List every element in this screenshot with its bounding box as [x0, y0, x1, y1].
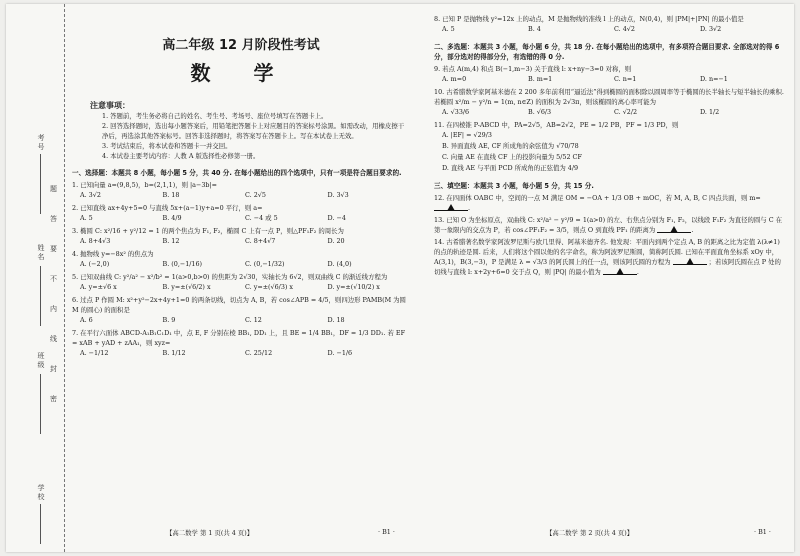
option-c: C. √2/2 — [614, 108, 638, 116]
options-row — [442, 24, 786, 35]
option-a: A. 6 — [80, 316, 93, 324]
option-c: C. (0,−1/32) — [245, 260, 285, 268]
option-a: A. m=0 — [442, 75, 467, 83]
question-3 — [72, 226, 410, 247]
option-a: A. 8+4√3 — [80, 237, 111, 245]
question-5 — [72, 272, 410, 293]
seal-char: 封 — [50, 365, 57, 373]
seal-char: 要 — [50, 245, 57, 253]
option-d: D. y=±(√10/2) x — [327, 283, 380, 291]
answer-blank[interactable] — [434, 203, 468, 211]
question-12: 12. 在四面体 OABC 中，空间的一点 M 满足 OM = −OA + 1/3 OB + mOC，若 M, A, B, C 四点共面，则 m= . — [434, 194, 761, 212]
question-4 — [72, 249, 410, 270]
seal-char: 线 — [50, 335, 57, 343]
option-b: B. 9 — [162, 316, 176, 324]
question-stem: 12. 在四面体 OABC 中，空间的一点 M 满足 OM = −OA + 1/3 OB + mOC，若 M, A, B, C 四点共面，则 m= — [434, 194, 761, 202]
note-item: 4. 本试卷主要考试内容：人教 A 版选择性必修第一册。 — [102, 152, 260, 160]
footer-left-page: 【高二数学 第 1 页(共 4 页)】 — [166, 529, 254, 537]
seal-char: 不 — [50, 275, 57, 283]
note-item: 2. 回答选择题时，选出每小题答案后，用铅笔把答题卡上对应题目的答案标号涂黑。如需改动，用橡皮擦干净后，再选涂其他答案标号。回答非选择题时，将答案写在答题卡上。写在本试卷上无效。 — [102, 122, 405, 140]
option-c: C. −4 或 5 — [245, 214, 278, 222]
seal-char: 答 — [50, 215, 57, 223]
question-2 — [72, 203, 410, 224]
question-13: 13. 已知 O 为坐标原点，双曲线 C: x²/a² − y²/9 = 1(a>0) 的左、右焦点分别为 F₁, F₂，以线段 F₁F₂ 为直径的圆与 C 在第一象限内的交点为 P，若 cos∠PF₁F₂ = 3/5，则点 O 到直线 PF₁ 的距离为 . — [434, 216, 783, 234]
exam-no-label: 考号 — [37, 134, 45, 152]
option-d: D. 18 — [327, 316, 345, 324]
option-b: B. 1/12 — [162, 349, 186, 357]
option-b: B. 4/9 — [162, 214, 182, 222]
triangle-icon — [616, 268, 624, 275]
name-label: 姓名 — [37, 244, 45, 262]
triangle-icon — [686, 258, 694, 265]
question-stem: 10. 古希腊数学家阿基米德在 2 200 多年前利用“逼近法”得到椭圆的面积除以圆周率等于椭圆的长半轴长与短半轴长的乘积. 若椭圆 x²/m − y²/n = 1(m, n∈Z) 的面积为 2√3π，则该椭圆的离心率可能为 — [434, 88, 784, 106]
option-a: A. −1/12 — [80, 349, 109, 357]
question-stem: 5. 已知双曲线 C: y²/a² − x²/b² = 1(a>0,b>0) 的焦距为 2√30，实轴长为 6√2，则双曲线 C 的渐近线方程为 — [72, 273, 388, 281]
option-a: A. √33/6 — [442, 108, 470, 116]
note-item: 3. 考试结束后，将本试卷和答题卡一并交回。 — [102, 142, 232, 150]
question-stem: 8. 已知 P 是抛物线 y²=12x 上的动点，M 是抛物线的准线 l 上的动点，N(0,4)，则 |PM|+|PN| 的最小值是 — [434, 15, 744, 23]
option-c: C. 25/12 — [245, 349, 273, 357]
question-stem: 6. 过点 P 作圆 M: x²+y²−2x+4y+1=0 的两条切线，切点为 A, B，若 cos∠APB = 4/5，则四边形 PAMB(M 为圆 M 的圆心) 的面积是 — [72, 296, 406, 314]
question-stem: 11. 在四棱锥 P-ABCD 中，PA=2√5，AB=2√2，PE = 1/2 PB，PF = 1/3 PD，则 — [434, 121, 679, 129]
option-d: D. (4,0) — [327, 260, 352, 268]
question-8 — [434, 14, 786, 35]
question-6 — [72, 295, 410, 326]
options-row — [80, 236, 410, 247]
option-b: B. 异面直线 AE, CF 所成角的余弦值为 √70/78 — [442, 142, 579, 150]
option-a: A. |EF| = √29/3 — [442, 131, 492, 139]
question-stem: 2. 已知直线 ax+4y+5=0 与直线 5x+(a−1)y+a=0 平行，则 a= — [72, 204, 263, 212]
answer-blank[interactable] — [673, 257, 707, 265]
options-row — [80, 282, 410, 293]
option-d: D. 20 — [327, 237, 345, 245]
question-14: 14. 古希腊著名数学家阿波罗尼斯与欧几里得、阿基米德齐名. 他发现：平面内到两个定点 A, B 的距离之比为定值 λ(λ≠1) 的点的轨迹是圆. 后来，人们将这个圆以他的名字命名，称为阿波罗尼斯圆，简称阿氏圆. 已知在平面直角坐标系 xOy 中，A(3,1)，B(3,−3)，P 是满足 λ = √3/3 的阿氏圆上的任一点，则该阿氏圆的方程为 ；若该阿氏圆在点 P 处的切线与直线 l: x+2y+6=0 交于点 Q，则 |PQ| 的最小值为 . — [434, 238, 781, 276]
answer-blank[interactable] — [603, 267, 637, 275]
options-row — [442, 107, 786, 118]
question-stem: 1. 已知向量 a=(9,8,5)，b=(2,1,1)，则 |a−3b|= — [72, 181, 218, 189]
options-row — [80, 259, 410, 270]
seal-line-chars — [50, 184, 57, 404]
question-stem: 7. 在平行六面体 ABCD-A₁B₁C₁D₁ 中，点 E, F 分别在棱 BB₁, DD₁ 上，且 BE = 1/4 BB₁，DF = 1/3 DD₁. 若 EF = xAB + yAD + zAA₁，则 xyz= — [72, 329, 406, 347]
option-c: C. y=±(√6/3) x — [245, 283, 294, 291]
footer-right-code: · B1 · — [754, 528, 771, 536]
options-row — [442, 74, 786, 85]
option-c: C. 4√2 — [614, 25, 635, 33]
footer-right-page: 【高二数学 第 2 页(共 4 页)】 — [546, 529, 634, 537]
exam-title: 高二年级 12 月阶段性考试 — [162, 38, 320, 53]
option-a: A. y=±√6 x — [80, 283, 117, 291]
question-stem: 3. 椭圆 C: x²/16 + y²/12 = 1 的两个焦点为 F₁, F₂，椭圆 C 上有一点 P，则△PF₁F₂ 的周长为 — [72, 227, 344, 235]
options-row — [80, 213, 410, 224]
notes-heading: 注意事项： — [90, 101, 130, 110]
school-label: 学校 — [37, 484, 45, 502]
section-heading: 一、选择题：本题共 8 小题，每小题 5 分，共 40 分. 在每小题给出的四个选项中，只有一项是符合题目要求的. — [72, 169, 402, 177]
school-line — [40, 504, 41, 544]
option-d: D. 3√2 — [700, 25, 722, 33]
option-a: A. (−2,0) — [80, 260, 110, 268]
option-c: C. 2√5 — [245, 191, 266, 199]
question-stem: 9. 若点 A(m,4) 和点 B(−1,m−3) 关于直线 l: x+ny−3=0 对称，则 — [434, 65, 632, 73]
option-c: C. n=1 — [614, 75, 637, 83]
option-a: A. 5 — [80, 214, 93, 222]
option-c: C. 8+4√7 — [245, 237, 276, 245]
option-c: C. 向量 AE 在直线 CF 上的投影向量为 5/52 CF — [442, 153, 582, 161]
footer-left-code: · B1 · — [378, 528, 395, 536]
question-stem: 13. 已知 O 为坐标原点，双曲线 C: x²/a² − y²/9 = 1(a>0) 的左、右焦点分别为 F₁, F₂，以线段 F₁F₂ 为直径的圆与 C 在第一象限内的交点为 P，若 cos∠PF₁F₂ = 3/5，则点 O 到直线 PF₁ 的距离为 — [434, 216, 783, 234]
option-b: B. 18 — [162, 191, 180, 199]
seal-char: 题 — [50, 185, 57, 193]
section-heading: 三、填空题：本题共 3 小题，每小题 5 分，共 15 分. — [434, 182, 594, 190]
options-row — [80, 348, 410, 359]
option-d: D. n=−1 — [700, 75, 728, 83]
option-c: C. 12 — [245, 316, 262, 324]
note-item: 1. 答题前，考生务必将自己的姓名、考生号、考场号、座位号填写在答题卡上。 — [102, 112, 328, 120]
option-d: D. 3√3 — [327, 191, 349, 199]
option-b: B. 12 — [162, 237, 180, 245]
option-d: D. 1/2 — [700, 108, 720, 116]
question-stem: 4. 抛物线 y=−8x² 的焦点为 — [72, 250, 154, 258]
options-row — [80, 190, 410, 201]
option-d: D. 直线 AE 与平面 PCD 所成角的正弦值为 4/9 — [442, 164, 579, 172]
question-1 — [72, 180, 410, 201]
class-line — [40, 374, 41, 434]
binding-strip — [6, 4, 65, 552]
option-b: B. 4 — [528, 25, 541, 33]
option-a: A. 3√2 — [80, 191, 101, 199]
options-row — [80, 315, 410, 326]
option-d: D. −1/6 — [327, 349, 353, 357]
question-11 — [434, 120, 786, 174]
question-10 — [434, 87, 786, 118]
right-column — [434, 12, 786, 277]
option-b: B. m=1 — [528, 75, 553, 83]
answer-blank[interactable] — [657, 225, 691, 233]
subject-title: 数 学 — [190, 61, 292, 85]
exam-sheet — [6, 4, 794, 552]
exam-no-line — [40, 154, 41, 214]
section-heading: 二、多选题：本题共 3 小题，每小题 6 分，共 18 分. 在每小题给出的选项中，有多项符合题目要求. 全部选对的得 6 分，部分选对的得部分分，有选错的得 0 分. — [434, 43, 780, 61]
triangle-icon — [447, 204, 455, 211]
question-7 — [72, 328, 410, 359]
seal-char: 密 — [50, 395, 57, 403]
option-b: B. y=±(√6/2) x — [162, 283, 211, 291]
name-line — [40, 266, 41, 326]
option-d: D. −4 — [327, 214, 346, 222]
question-9 — [434, 64, 786, 85]
left-column — [72, 12, 410, 359]
option-a: A. 5 — [442, 25, 455, 33]
question-stem-cont: ；若该阿氏圆在点 P 处的切线与直线 l: x+2y+6=0 交于点 Q，则 |PQ| 的最小值为 — [434, 258, 781, 276]
seal-char: 内 — [50, 305, 57, 313]
question-stem: 14. 古希腊著名数学家阿波罗尼斯与欧几里得、阿基米德齐名. 他发现：平面内到两个定点 A, B 的距离之比为定值 λ(λ≠1) 的点的轨迹是圆. 后来，人们将这个圆以他的名字命名，称为阿波罗尼斯圆，简称阿氏圆. 已知在平面直角坐标系 xOy 中，A(3,1)，B(3,−3)，P 是满足 λ = √3/3 的阿氏圆上的任一点，则该阿氏圆的方程为 — [434, 238, 780, 266]
class-label: 班级 — [37, 352, 45, 370]
option-b: B. (0,−1/16) — [162, 260, 203, 268]
triangle-icon — [670, 226, 678, 233]
option-b: B. √6/3 — [528, 108, 552, 116]
